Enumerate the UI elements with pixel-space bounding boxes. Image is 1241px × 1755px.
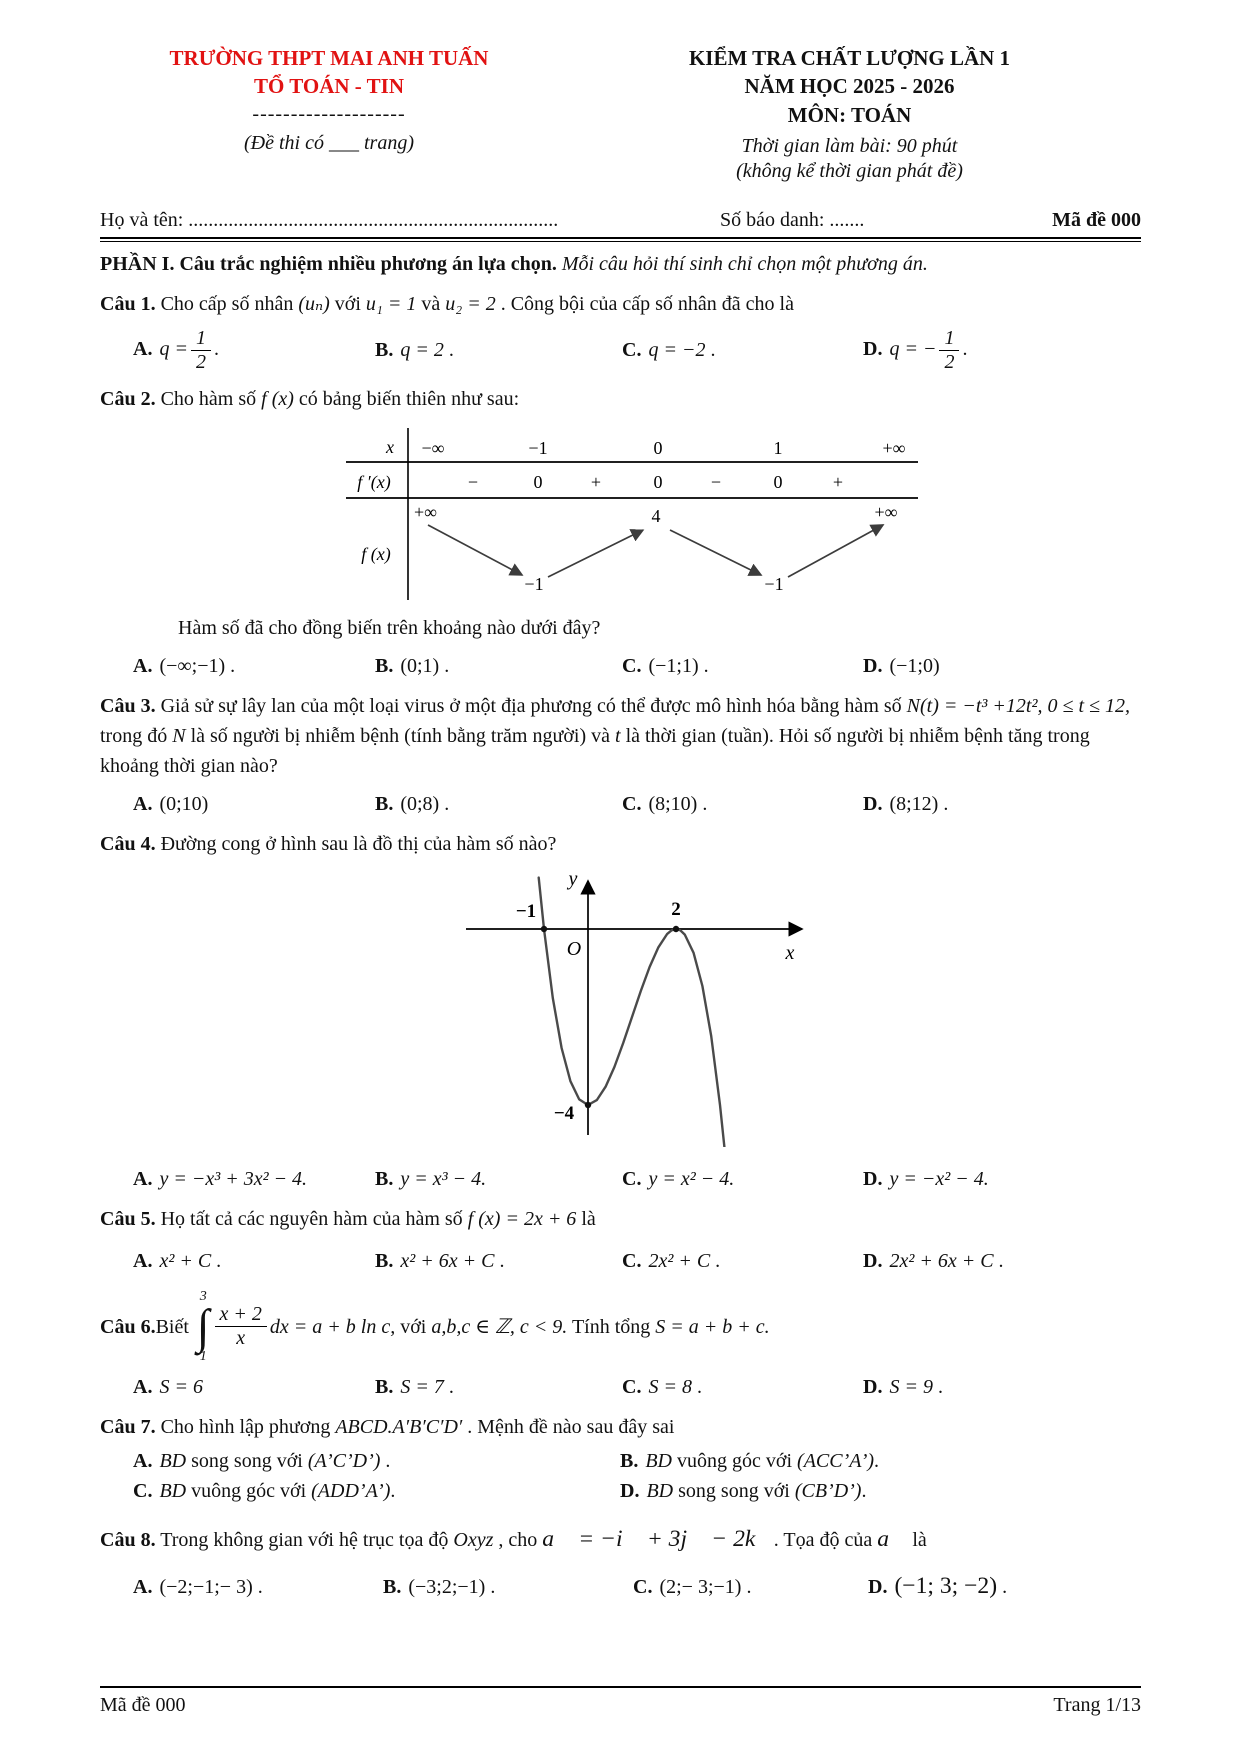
option-d — [863, 1164, 1141, 1194]
option-c — [622, 1164, 863, 1194]
option-b-letter: B. — [383, 1575, 402, 1598]
part1-heading — [100, 250, 1141, 279]
question-6-post: dx = a + b ln c, với a,b,c ∈ ℤ, c < 9. Tính tổng S = a + b + c. — [269, 1315, 770, 1338]
option-b-text: q = 2 . — [400, 339, 454, 362]
option-d-letter: D. — [863, 337, 883, 360]
decreasing-arrow — [670, 530, 761, 575]
option-a-letter: A. — [133, 1167, 153, 1190]
option-b-letter: B. — [375, 339, 394, 362]
option-a-text: (−2;−1;− 3) . — [159, 1575, 263, 1598]
y-axis-label: y — [568, 867, 578, 890]
option-b — [375, 335, 622, 365]
question-2-label: Câu 2. — [100, 387, 156, 410]
divider-dashes: -------------------- — [252, 102, 406, 125]
option-b-text: BD vuông góc với (ACC’A’). — [645, 1449, 880, 1472]
fraction-denominator: 2 — [195, 350, 206, 373]
question-7-label: Câu 7. — [100, 1415, 156, 1438]
header-left — [100, 44, 558, 183]
option-b-letter: B. — [375, 792, 394, 815]
question-3-options — [100, 789, 1141, 819]
row-label-f: f (x) — [361, 543, 391, 564]
name-field-label: Họ và tên: .......................................................................... — [100, 209, 559, 232]
question-2 — [100, 384, 1141, 681]
option-c — [622, 1372, 863, 1402]
x-touch-label: 2 — [671, 898, 681, 920]
option-a — [133, 789, 375, 819]
option-b — [620, 1446, 1141, 1476]
question-6-options — [100, 1372, 1141, 1402]
option-d-pre: q = − — [889, 337, 937, 360]
option-c-text: (2;− 3;−1) . — [659, 1575, 752, 1598]
option-b — [375, 789, 622, 819]
option-c-letter: C. — [622, 654, 642, 677]
question-8 — [100, 1522, 1141, 1605]
option-b — [383, 1572, 633, 1602]
option-a — [133, 1372, 375, 1402]
question-5-options — [100, 1246, 1141, 1276]
option-d — [868, 1569, 1141, 1604]
x-root-label: −1 — [515, 900, 537, 922]
option-d — [620, 1476, 1141, 1506]
option-d-letter: D. — [863, 654, 883, 677]
question-2-options — [100, 651, 1141, 681]
part1-title: PHẦN I. Câu trắc nghiệm nhiều phương án lựa chọn. — [100, 252, 557, 275]
question-6-pre: Biết — [155, 1315, 189, 1338]
option-a-letter: A. — [133, 337, 153, 360]
option-a-letter: A. — [133, 1575, 153, 1598]
fprime-sign: − — [467, 471, 479, 492]
option-d-letter: D. — [863, 1249, 883, 1272]
option-c-letter: C. — [622, 792, 642, 815]
fraction-numerator: x + 2 — [215, 1303, 267, 1327]
decreasing-arrow — [428, 525, 522, 575]
option-b-letter: B. — [375, 1375, 394, 1398]
option-c-text: q = −2 . — [648, 339, 716, 362]
option-d-letter: D. — [863, 1167, 883, 1190]
question-7 — [100, 1412, 1141, 1506]
fprime-sign: + — [590, 471, 602, 492]
option-c-text: BD vuông góc với (ADD’A’). — [159, 1479, 396, 1502]
x-axis-label: x — [785, 941, 795, 964]
option-a-text: x² + C . — [159, 1249, 222, 1272]
fraction-denominator: 2 — [944, 350, 955, 373]
question-7-options — [100, 1446, 1141, 1506]
header-rule — [100, 241, 1141, 242]
option-c — [133, 1476, 620, 1506]
option-a-letter: A. — [133, 1375, 153, 1398]
row-label-fprime: f ′(x) — [357, 471, 391, 492]
origin-label: O — [566, 937, 582, 960]
option-d-text: (8;12) . — [889, 792, 949, 815]
question-5 — [100, 1204, 1141, 1276]
option-a-text: (−∞;−1) . — [159, 654, 236, 677]
question-4 — [100, 829, 1141, 1194]
option-d-text: (−1;0) — [889, 654, 940, 677]
y-min-label: −4 — [553, 1102, 575, 1124]
option-d — [863, 327, 1141, 374]
option-b — [375, 1164, 622, 1194]
question-5-text: Họ tất cả các nguyên hàm của hàm số f (x) = 2x + 6 là — [155, 1207, 596, 1230]
option-c-text: (8;10) . — [648, 792, 708, 815]
option-d-letter: D. — [620, 1479, 640, 1502]
question-1-options — [100, 327, 1141, 374]
x-value: −∞ — [421, 437, 445, 458]
option-a-pre: q = — [159, 337, 188, 360]
fprime-zero: 0 — [653, 471, 663, 492]
option-a-post: . — [213, 337, 219, 360]
option-a — [133, 1164, 375, 1194]
option-c-text: (−1;1) . — [648, 654, 709, 677]
touch-point — [673, 925, 679, 931]
sbd-field-label: Số báo danh: ....... — [720, 209, 865, 232]
integral-glyph: ∫ — [196, 1299, 210, 1353]
pages-note: (Đề thi có ___ trang) — [244, 131, 414, 154]
integral-upper-limit: 3 — [199, 1288, 207, 1304]
fprime-zero: 0 — [773, 471, 783, 492]
option-a-text: y = −x³ + 3x² − 4. — [159, 1167, 308, 1190]
info-row — [100, 209, 1141, 239]
part1-subtitle: Mỗi câu hỏi thí sinh chỉ chọn một phương án. — [556, 252, 928, 275]
option-b — [375, 1372, 622, 1402]
fraction — [939, 327, 959, 374]
option-c — [622, 335, 863, 365]
option-d — [863, 1372, 1141, 1402]
footer-exam-code: Mã đề 000 — [100, 1694, 186, 1716]
x-value: −1 — [528, 437, 548, 458]
option-a-letter: A. — [133, 1249, 153, 1272]
fraction-numerator: 1 — [191, 327, 211, 351]
exam-title: KIỂM TRA CHẤT LƯỢNG LẦN 1 — [688, 46, 1011, 70]
option-b — [375, 1246, 622, 1276]
option-a — [133, 327, 375, 374]
question-1-label: Câu 1. — [100, 292, 156, 315]
question-8-options — [100, 1569, 1141, 1604]
option-a-text: (0;10) — [159, 792, 209, 815]
fraction-numerator: 1 — [939, 327, 959, 351]
option-b-letter: B. — [620, 1449, 639, 1472]
option-a — [133, 651, 375, 681]
option-a — [133, 1246, 375, 1276]
header-right — [558, 44, 1141, 183]
f-limit-left: +∞ — [414, 501, 437, 522]
option-b-text: (0;8) . — [400, 792, 450, 815]
option-b-letter: B. — [375, 654, 394, 677]
exam-code-badge: Mã đề 000 — [1052, 209, 1141, 232]
question-2-text: Cho hàm số f (x) có bảng biến thiên như sau: — [155, 387, 520, 410]
option-d — [863, 789, 1141, 819]
increasing-arrow — [788, 525, 883, 577]
option-d — [863, 1246, 1141, 1276]
question-7-text: Cho hình lập phương ABCD.A′B′C′D′ . Mệnh đề nào sau đây sai — [155, 1415, 675, 1438]
footer-page-number: Trang 1/13 — [1053, 1694, 1141, 1716]
option-c — [622, 1246, 863, 1276]
option-c-letter: C. — [622, 1249, 642, 1272]
option-c-text: 2x² + C . — [648, 1249, 721, 1272]
option-b-text: x² + 6x + C . — [400, 1249, 505, 1272]
f-max-value: 4 — [651, 505, 661, 526]
cubic-graph-figure — [438, 865, 1141, 1156]
x-value: +∞ — [882, 437, 906, 458]
x-value: 0 — [653, 437, 663, 458]
fraction-denominator: x — [236, 1327, 246, 1350]
f-min-value: −1 — [524, 573, 544, 594]
option-b-text: y = x³ − 4. — [400, 1167, 487, 1190]
option-d-letter: D. — [868, 1575, 888, 1598]
option-b — [375, 651, 622, 681]
option-a-text: S = 6 — [159, 1375, 203, 1398]
f-min-value: −1 — [764, 573, 784, 594]
variation-table-svg — [338, 428, 918, 600]
row-label-x: x — [386, 436, 394, 457]
option-a-letter: A. — [133, 654, 153, 677]
question-5-label: Câu 5. — [100, 1207, 156, 1230]
fprime-zero: 0 — [533, 471, 543, 492]
option-d-text: BD song song với (CB’D’). — [646, 1479, 867, 1502]
option-b-text: (−3;2;−1) . — [408, 1575, 496, 1598]
question-1-text: Cho cấp số nhân (uₙ) với u₁ = 1 và u₂ = 2 . Công bội của cấp số nhân đã cho là — [155, 292, 794, 315]
fprime-sign: + — [832, 471, 844, 492]
option-c-letter: C. — [133, 1479, 153, 1502]
question-4-options — [100, 1164, 1141, 1194]
option-d-letter: D. — [863, 1375, 883, 1398]
integral-sign — [197, 1290, 210, 1364]
option-c — [633, 1572, 868, 1602]
question-3-text: Giả sử sự lây lan của một loại virus ở một địa phương có thể được mô hình hóa bằng hàm số N(t) = −t³ +12t², 0 ≤ t ≤ 12, trong đó N là số người bị nhiễm bệnh (tính bằng trăm người) và t là thời gian (tuần). Hỏi số người bị nhiễm bệnh tăng trong khoảng thời gian nào? — [100, 694, 1130, 777]
option-d-post: . — [962, 337, 968, 360]
question-6-statement — [100, 1290, 1141, 1364]
question-6-label: Câu 6. — [100, 1315, 156, 1338]
question-8-text: Trong không gian với hệ trục tọa độ Oxyz , cho a⃗ = −i⃗ + 3j⃗ − 2k⃗. Tọa độ của a⃗ là — [155, 1525, 927, 1552]
duration-line: Thời gian làm bài: 90 phút — [741, 135, 958, 158]
option-d-text: S = 9 . — [889, 1375, 943, 1398]
option-b-text: (0;1) . — [400, 654, 450, 677]
integral-lower-limit: 1 — [199, 1348, 207, 1364]
f-limit-right: +∞ — [874, 501, 898, 522]
option-b-letter: B. — [375, 1167, 394, 1190]
school-year: NĂM HỌC 2025 - 2026 — [744, 74, 955, 99]
question-3 — [100, 691, 1141, 819]
option-c-text: y = x² − 4. — [648, 1167, 735, 1190]
option-c-letter: C. — [622, 1167, 642, 1190]
fraction — [191, 327, 211, 374]
option-d-text: 2x² + 6x + C . — [889, 1249, 1004, 1272]
min-point — [585, 1101, 591, 1107]
option-a-letter: A. — [133, 792, 153, 815]
option-d — [863, 651, 1141, 681]
variation-table — [338, 428, 1141, 609]
question-3-label: Câu 3. — [100, 694, 156, 717]
option-c-letter: C. — [622, 1375, 642, 1398]
option-b-text: S = 7 . — [400, 1375, 454, 1398]
option-c-text: S = 8 . — [648, 1375, 702, 1398]
option-d-text: (−1; 3; −2) . — [894, 1572, 1008, 1599]
option-d-text: y = −x² − 4. — [889, 1167, 989, 1190]
option-a — [133, 1572, 383, 1602]
cubic-graph-svg — [438, 865, 828, 1147]
fprime-sign: − — [710, 471, 722, 492]
department-name: TỔ TOÁN - TIN — [254, 74, 404, 99]
option-a — [133, 1446, 620, 1476]
x-value: 1 — [773, 437, 783, 458]
page-footer — [100, 1686, 1141, 1717]
subject-line: MÔN: TOÁN — [787, 102, 912, 127]
question-1 — [100, 289, 1141, 374]
option-b-letter: B. — [375, 1249, 394, 1272]
option-c — [622, 789, 863, 819]
question-8-label: Câu 8. — [100, 1528, 156, 1551]
question-4-label: Câu 4. — [100, 832, 156, 855]
root-point — [541, 925, 547, 931]
option-a-letter: A. — [133, 1449, 153, 1472]
duration-note: (không kể thời gian phát đề) — [736, 160, 963, 183]
increasing-arrow — [548, 530, 643, 577]
question-2-prompt: Hàm số đã cho đồng biến trên khoảng nào dưới đây? — [178, 616, 601, 639]
option-c-letter: C. — [633, 1575, 653, 1598]
school-name: TRƯỜNG THPT MAI ANH TUẤN — [169, 46, 489, 70]
question-4-text: Đường cong ở hình sau là đồ thị của hàm số nào? — [155, 832, 557, 855]
option-d-letter: D. — [863, 792, 883, 815]
option-a-text: BD song song với (A’C’D’) . — [159, 1449, 391, 1472]
option-c — [622, 651, 863, 681]
integrand-fraction — [215, 1303, 267, 1350]
header — [100, 44, 1141, 183]
option-c-letter: C. — [622, 339, 642, 362]
question-6 — [100, 1290, 1141, 1402]
